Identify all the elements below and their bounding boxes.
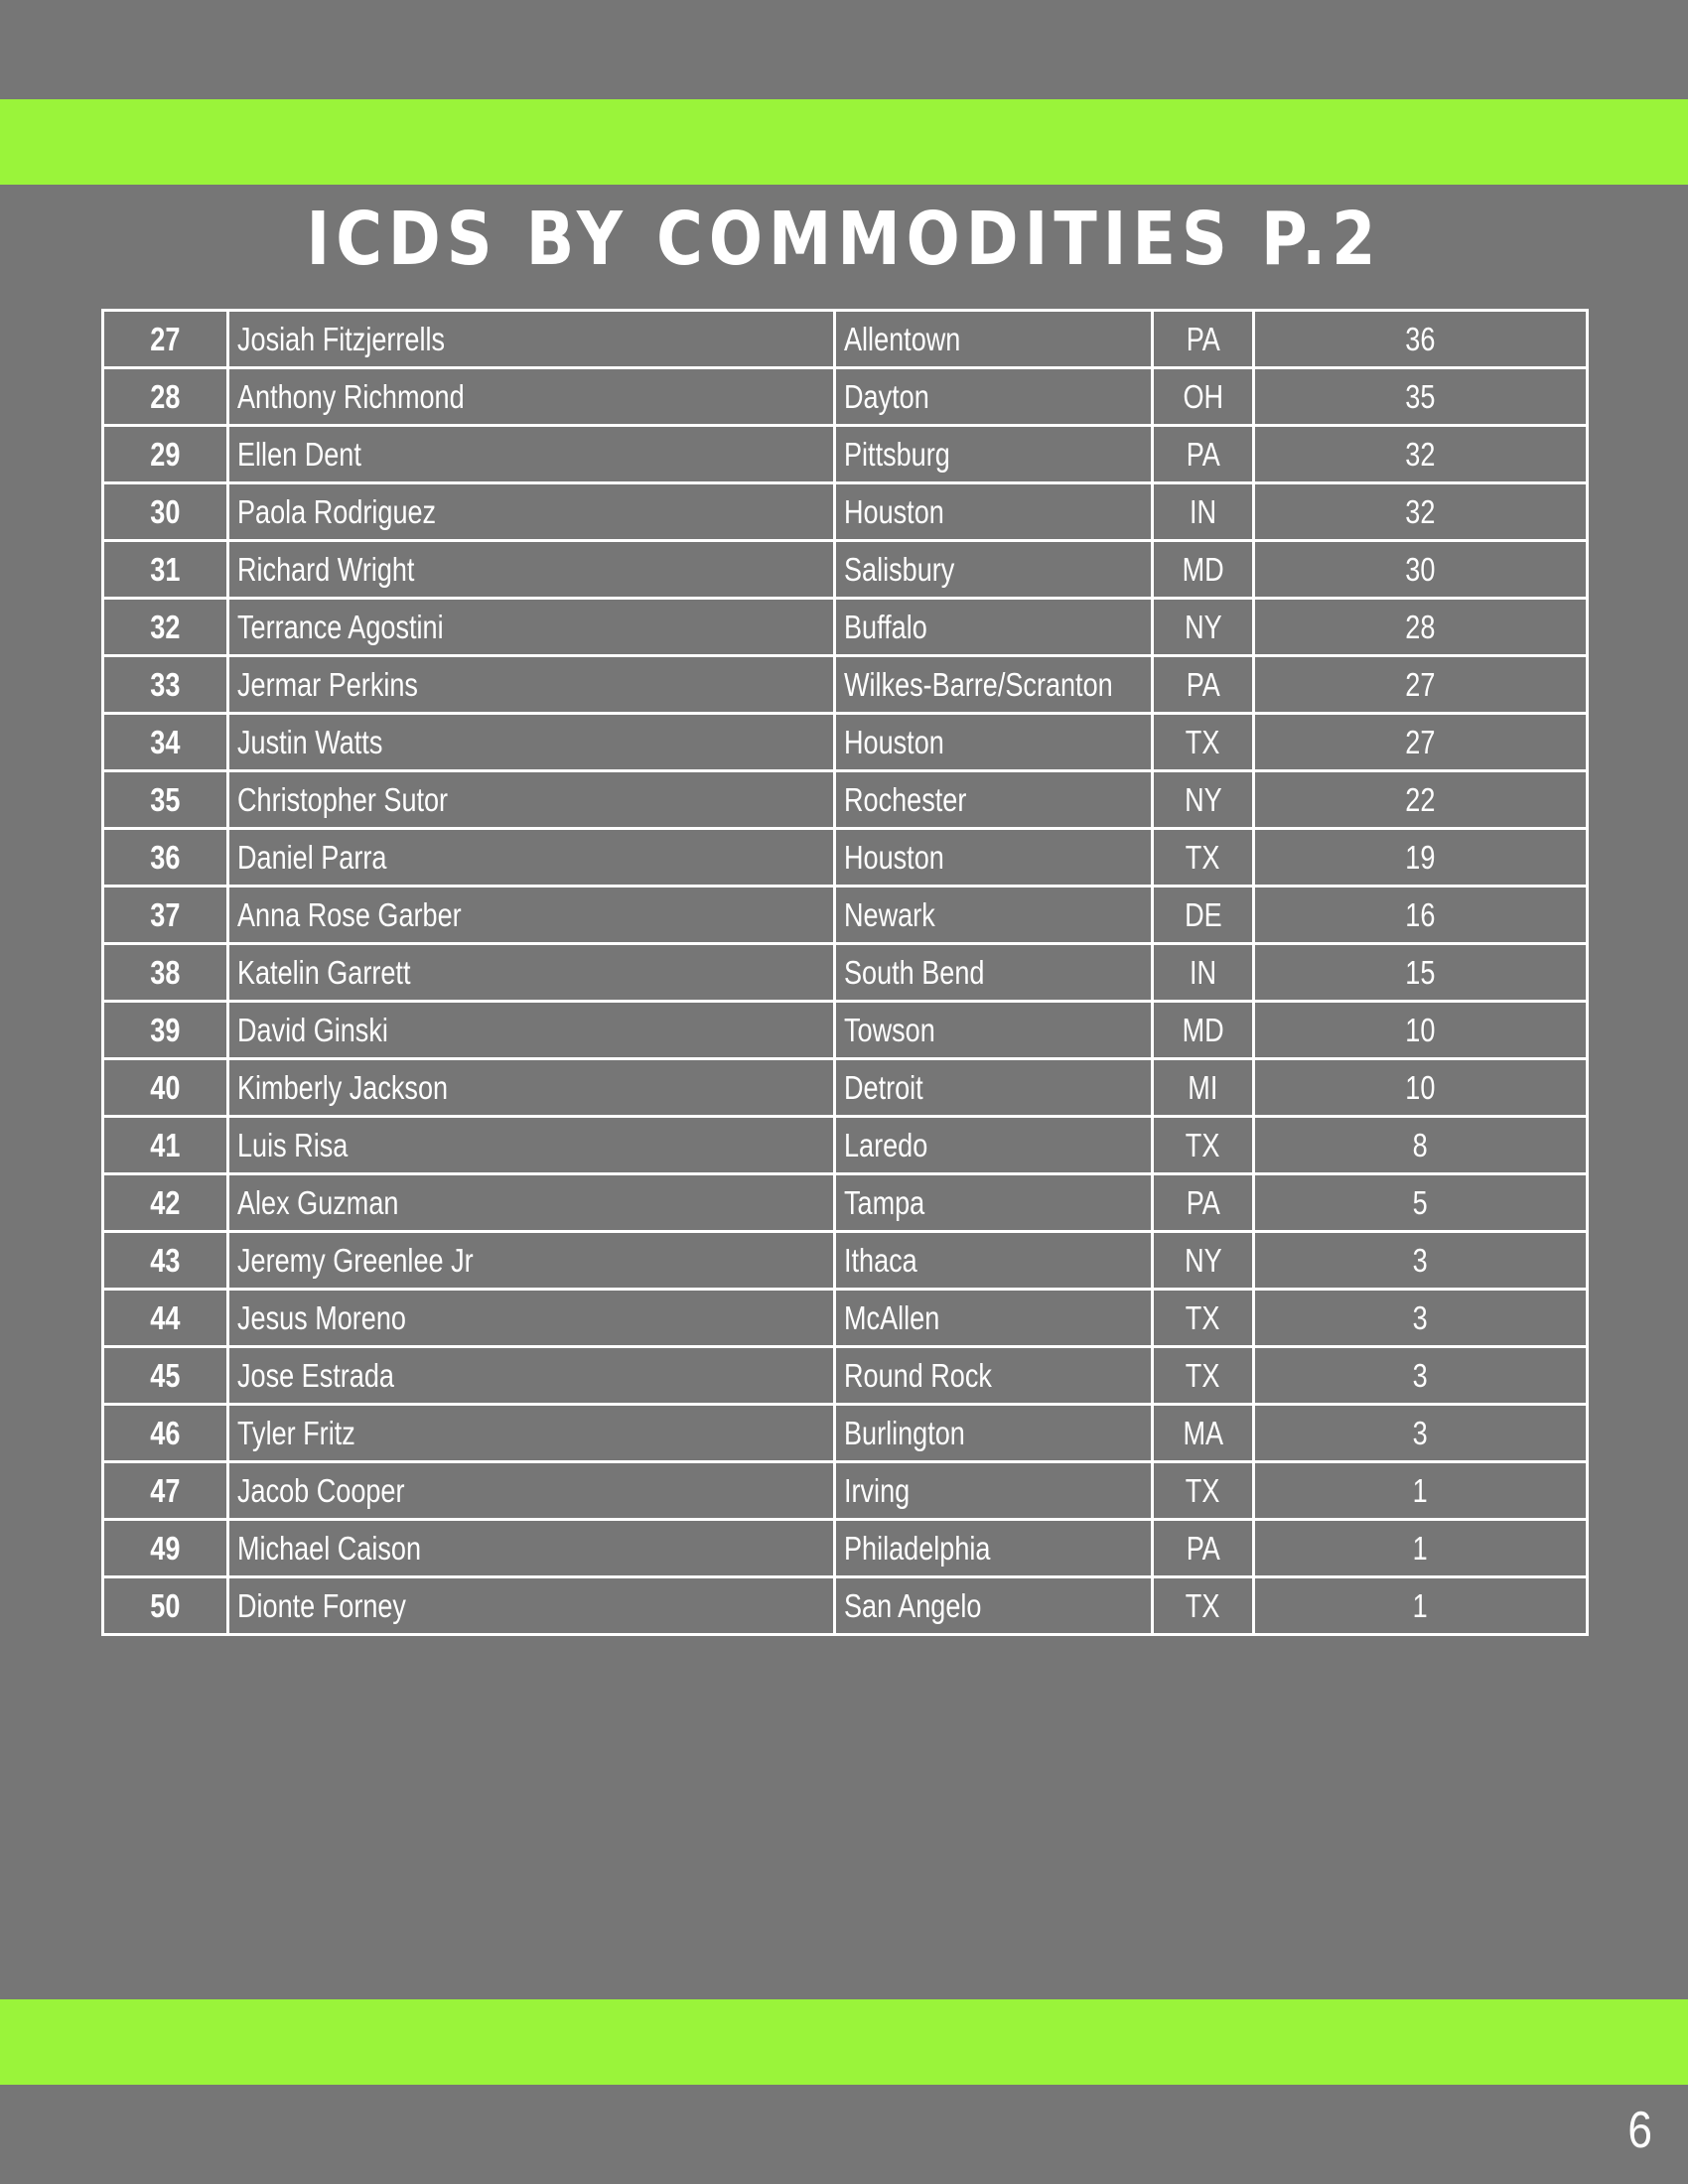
- rank-cell: [103, 1577, 228, 1635]
- rank-cell: [103, 714, 228, 771]
- city-cell: [835, 887, 1153, 944]
- city-cell: [835, 714, 1153, 771]
- name-cell-text: Jesus Moreno: [237, 1299, 406, 1336]
- rank-cell-text: 29: [150, 436, 181, 473]
- state-cell-text: TX: [1186, 724, 1220, 760]
- count-cell: [1254, 1347, 1588, 1405]
- count-cell: [1254, 714, 1588, 771]
- rank-cell: [103, 1520, 228, 1577]
- city-cell: [835, 944, 1153, 1002]
- name-cell-text: Luis Risa: [237, 1127, 349, 1163]
- count-cell-text: 1: [1412, 1587, 1429, 1624]
- name-cell-text: Jose Estrada: [237, 1357, 394, 1394]
- state-cell-text: NY: [1184, 1242, 1222, 1279]
- count-cell: [1254, 426, 1588, 483]
- name-cell: [228, 1405, 835, 1462]
- rank-cell: [103, 311, 228, 368]
- rank-cell-text: 39: [150, 1012, 181, 1048]
- rank-cell: [103, 1174, 228, 1232]
- rank-cell: [103, 771, 228, 829]
- city-cell-text: Pittsburg: [844, 436, 950, 473]
- name-cell-text: Justin Watts: [237, 724, 383, 760]
- table-row: [103, 1232, 1588, 1290]
- state-cell-text: TX: [1186, 1127, 1220, 1163]
- name-cell: [228, 771, 835, 829]
- name-cell: [228, 1232, 835, 1290]
- table-row: [103, 1405, 1588, 1462]
- name-cell: [228, 829, 835, 887]
- state-cell: [1153, 541, 1254, 599]
- name-cell: [228, 426, 835, 483]
- table-row: [103, 1174, 1588, 1232]
- state-cell-text: PA: [1186, 666, 1220, 703]
- rank-cell: [103, 944, 228, 1002]
- count-cell-text: 22: [1405, 781, 1436, 818]
- city-cell-text: Dayton: [844, 378, 929, 415]
- count-cell: [1254, 944, 1588, 1002]
- name-cell: [228, 599, 835, 656]
- count-cell-text: 3: [1412, 1357, 1429, 1394]
- state-cell: [1153, 1462, 1254, 1520]
- table-row: [103, 714, 1588, 771]
- state-cell: [1153, 887, 1254, 944]
- rank-cell: [103, 483, 228, 541]
- count-cell-text: 16: [1405, 896, 1436, 933]
- city-cell-text: Laredo: [844, 1127, 928, 1163]
- name-cell: [228, 1520, 835, 1577]
- city-cell: [835, 771, 1153, 829]
- rankings-table-body: [103, 311, 1588, 1635]
- rank-cell-text: 31: [150, 551, 181, 588]
- rank-cell-text: 44: [150, 1299, 181, 1336]
- rank-cell: [103, 656, 228, 714]
- state-cell: [1153, 1347, 1254, 1405]
- table-row: [103, 368, 1588, 426]
- name-cell-text: Jeremy Greenlee Jr: [237, 1242, 474, 1279]
- top-accent-band: [0, 99, 1688, 185]
- table-row: [103, 1462, 1588, 1520]
- city-cell: [835, 829, 1153, 887]
- name-cell-text: David Ginski: [237, 1012, 388, 1048]
- name-cell-text: Jacob Cooper: [237, 1472, 405, 1509]
- name-cell-text: Richard Wright: [237, 551, 415, 588]
- table-row: [103, 1577, 1588, 1635]
- rank-cell: [103, 1405, 228, 1462]
- count-cell: [1254, 771, 1588, 829]
- table-row: [103, 944, 1588, 1002]
- state-cell-text: OH: [1183, 378, 1223, 415]
- count-cell-text: 36: [1405, 321, 1436, 357]
- state-cell: [1153, 1405, 1254, 1462]
- name-cell: [228, 1002, 835, 1059]
- state-cell-text: MI: [1188, 1069, 1218, 1106]
- rank-cell-text: 37: [150, 896, 181, 933]
- count-cell: [1254, 599, 1588, 656]
- city-cell-text: Detroit: [844, 1069, 923, 1106]
- rank-cell-text: 38: [150, 954, 181, 991]
- rank-cell-text: 32: [150, 609, 181, 645]
- rank-cell: [103, 1290, 228, 1347]
- city-cell: [835, 1174, 1153, 1232]
- rank-cell-text: 34: [150, 724, 181, 760]
- rank-cell: [103, 1059, 228, 1117]
- rank-cell: [103, 1462, 228, 1520]
- city-cell-text: Towson: [844, 1012, 935, 1048]
- count-cell: [1254, 1002, 1588, 1059]
- rank-cell: [103, 426, 228, 483]
- rank-cell: [103, 1002, 228, 1059]
- rank-cell: [103, 829, 228, 887]
- state-cell-text: TX: [1186, 1357, 1220, 1394]
- state-cell-text: TX: [1186, 1299, 1220, 1336]
- name-cell-text: Jermar Perkins: [237, 666, 418, 703]
- page-title: ICDS BY COMMODITIES P.2: [306, 197, 1382, 282]
- city-cell-text: Ithaca: [844, 1242, 917, 1279]
- table-row: [103, 1347, 1588, 1405]
- count-cell-text: 1: [1412, 1472, 1429, 1509]
- name-cell-text: Anna Rose Garber: [237, 896, 462, 933]
- count-cell-text: 28: [1405, 609, 1436, 645]
- count-cell-text: 3: [1412, 1242, 1429, 1279]
- name-cell: [228, 1174, 835, 1232]
- rank-cell: [103, 1117, 228, 1174]
- name-cell: [228, 541, 835, 599]
- rank-cell-text: 46: [150, 1415, 181, 1451]
- city-cell: [835, 368, 1153, 426]
- city-cell: [835, 483, 1153, 541]
- table-row: [103, 1520, 1588, 1577]
- city-cell: [835, 311, 1153, 368]
- name-cell-text: Alex Guzman: [237, 1184, 399, 1221]
- state-cell-text: TX: [1186, 1587, 1220, 1624]
- count-cell: [1254, 483, 1588, 541]
- state-cell-text: IN: [1189, 493, 1217, 530]
- table-row: [103, 1290, 1588, 1347]
- table-row: [103, 1117, 1588, 1174]
- page-number: 6: [1627, 2102, 1652, 2159]
- name-cell: [228, 656, 835, 714]
- name-cell: [228, 1347, 835, 1405]
- count-cell: [1254, 541, 1588, 599]
- rankings-table: [101, 309, 1589, 1636]
- state-cell-text: IN: [1189, 954, 1217, 991]
- state-cell: [1153, 1290, 1254, 1347]
- name-cell-text: Terrance Agostini: [237, 609, 444, 645]
- count-cell: [1254, 1059, 1588, 1117]
- name-cell-text: Michael Caison: [237, 1530, 421, 1567]
- city-cell: [835, 1059, 1153, 1117]
- city-cell: [835, 1405, 1153, 1462]
- count-cell: [1254, 1117, 1588, 1174]
- state-cell-text: PA: [1186, 1530, 1220, 1567]
- city-cell: [835, 1462, 1153, 1520]
- city-cell: [835, 1520, 1153, 1577]
- count-cell-text: 1: [1412, 1530, 1429, 1567]
- state-cell: [1153, 1520, 1254, 1577]
- count-cell-text: 10: [1405, 1012, 1436, 1048]
- name-cell: [228, 1059, 835, 1117]
- city-cell-text: Philadelphia: [844, 1530, 991, 1567]
- city-cell: [835, 1577, 1153, 1635]
- name-cell: [228, 1117, 835, 1174]
- city-cell-text: Tampa: [844, 1184, 925, 1221]
- count-cell-text: 3: [1412, 1299, 1429, 1336]
- table-row: [103, 1002, 1588, 1059]
- name-cell-text: Daniel Parra: [237, 839, 387, 876]
- rank-cell-text: 35: [150, 781, 181, 818]
- bottom-accent-band: [0, 1999, 1688, 2085]
- state-cell: [1153, 1117, 1254, 1174]
- name-cell-text: Kimberly Jackson: [237, 1069, 449, 1106]
- rank-cell-text: 41: [150, 1127, 181, 1163]
- city-cell: [835, 1117, 1153, 1174]
- city-cell-text: Rochester: [844, 781, 967, 818]
- count-cell: [1254, 1290, 1588, 1347]
- city-cell-text: Newark: [844, 896, 935, 933]
- table-row: [103, 887, 1588, 944]
- name-cell: [228, 483, 835, 541]
- rank-cell-text: 33: [150, 666, 181, 703]
- state-cell: [1153, 1174, 1254, 1232]
- city-cell-text: Wilkes-Barre/Scranton: [844, 666, 1113, 703]
- count-cell-text: 27: [1405, 666, 1436, 703]
- rank-cell-text: 40: [150, 1069, 181, 1106]
- rank-cell: [103, 1347, 228, 1405]
- city-cell-text: South Bend: [844, 954, 985, 991]
- state-cell: [1153, 714, 1254, 771]
- rank-cell-text: 42: [150, 1184, 181, 1221]
- city-cell: [835, 1002, 1153, 1059]
- rank-cell-text: 43: [150, 1242, 181, 1279]
- count-cell-text: 5: [1412, 1184, 1429, 1221]
- count-cell: [1254, 1462, 1588, 1520]
- rank-cell-text: 36: [150, 839, 181, 876]
- count-cell-text: 8: [1412, 1127, 1429, 1163]
- name-cell: [228, 1290, 835, 1347]
- table-row: [103, 483, 1588, 541]
- name-cell-text: Ellen Dent: [237, 436, 361, 473]
- name-cell: [228, 944, 835, 1002]
- city-cell: [835, 1290, 1153, 1347]
- count-cell-text: 32: [1405, 436, 1436, 473]
- state-cell-text: MD: [1182, 1012, 1224, 1048]
- state-cell: [1153, 771, 1254, 829]
- count-cell: [1254, 829, 1588, 887]
- city-cell-text: Burlington: [844, 1415, 965, 1451]
- state-cell-text: MA: [1183, 1415, 1223, 1451]
- table-row: [103, 541, 1588, 599]
- state-cell: [1153, 1002, 1254, 1059]
- count-cell-text: 15: [1405, 954, 1436, 991]
- rank-cell: [103, 887, 228, 944]
- city-cell-text: Houston: [844, 493, 944, 530]
- rank-cell-text: 49: [150, 1530, 181, 1567]
- count-cell-text: 19: [1405, 839, 1436, 876]
- state-cell: [1153, 1577, 1254, 1635]
- state-cell: [1153, 1232, 1254, 1290]
- count-cell: [1254, 1232, 1588, 1290]
- state-cell-text: PA: [1186, 1184, 1220, 1221]
- table-row: [103, 311, 1588, 368]
- name-cell-text: Katelin Garrett: [237, 954, 411, 991]
- state-cell: [1153, 426, 1254, 483]
- state-cell: [1153, 483, 1254, 541]
- rank-cell: [103, 599, 228, 656]
- state-cell: [1153, 829, 1254, 887]
- city-cell: [835, 599, 1153, 656]
- state-cell: [1153, 311, 1254, 368]
- rank-cell-text: 47: [150, 1472, 181, 1509]
- state-cell: [1153, 368, 1254, 426]
- name-cell: [228, 714, 835, 771]
- name-cell-text: Josiah Fitzjerrells: [237, 321, 446, 357]
- city-cell-text: Allentown: [844, 321, 961, 357]
- count-cell: [1254, 1405, 1588, 1462]
- name-cell: [228, 887, 835, 944]
- table-row: [103, 426, 1588, 483]
- city-cell-text: Irving: [844, 1472, 911, 1509]
- state-cell-text: DE: [1184, 896, 1222, 933]
- table-row: [103, 829, 1588, 887]
- rank-cell-text: 30: [150, 493, 181, 530]
- table-row: [103, 656, 1588, 714]
- count-cell-text: 10: [1405, 1069, 1436, 1106]
- state-cell-text: TX: [1186, 839, 1220, 876]
- city-cell: [835, 1232, 1153, 1290]
- city-cell-text: Houston: [844, 724, 944, 760]
- state-cell: [1153, 944, 1254, 1002]
- state-cell-text: TX: [1186, 1472, 1220, 1509]
- city-cell: [835, 656, 1153, 714]
- state-cell-text: PA: [1186, 436, 1220, 473]
- count-cell: [1254, 1174, 1588, 1232]
- table-row: [103, 599, 1588, 656]
- state-cell: [1153, 656, 1254, 714]
- name-cell: [228, 1577, 835, 1635]
- name-cell: [228, 368, 835, 426]
- city-cell-text: San Angelo: [844, 1587, 982, 1624]
- state-cell: [1153, 1059, 1254, 1117]
- city-cell-text: McAllen: [844, 1299, 940, 1336]
- rank-cell-text: 28: [150, 378, 181, 415]
- count-cell-text: 30: [1405, 551, 1436, 588]
- count-cell: [1254, 656, 1588, 714]
- state-cell-text: MD: [1182, 551, 1224, 588]
- name-cell-text: Christopher Sutor: [237, 781, 449, 818]
- city-cell-text: Salisbury: [844, 551, 955, 588]
- city-cell: [835, 541, 1153, 599]
- rank-cell: [103, 541, 228, 599]
- table-row: [103, 771, 1588, 829]
- city-cell-text: Buffalo: [844, 609, 927, 645]
- city-cell-text: Round Rock: [844, 1357, 992, 1394]
- count-cell: [1254, 1577, 1588, 1635]
- count-cell: [1254, 368, 1588, 426]
- name-cell: [228, 311, 835, 368]
- city-cell: [835, 426, 1153, 483]
- rank-cell-text: 27: [150, 321, 181, 357]
- count-cell: [1254, 887, 1588, 944]
- name-cell-text: Dionte Forney: [237, 1587, 406, 1624]
- city-cell-text: Houston: [844, 839, 944, 876]
- name-cell-text: Anthony Richmond: [237, 378, 465, 415]
- rank-cell: [103, 368, 228, 426]
- rank-cell-text: 45: [150, 1357, 181, 1394]
- name-cell-text: Paola Rodriguez: [237, 493, 437, 530]
- name-cell: [228, 1462, 835, 1520]
- state-cell: [1153, 599, 1254, 656]
- name-cell-text: Tyler Fritz: [237, 1415, 355, 1451]
- count-cell-text: 32: [1405, 493, 1436, 530]
- state-cell-text: NY: [1184, 609, 1222, 645]
- state-cell-text: PA: [1186, 321, 1220, 357]
- rank-cell-text: 50: [150, 1587, 181, 1624]
- count-cell: [1254, 311, 1588, 368]
- city-cell: [835, 1347, 1153, 1405]
- rank-cell: [103, 1232, 228, 1290]
- count-cell: [1254, 1520, 1588, 1577]
- count-cell-text: 3: [1412, 1415, 1429, 1451]
- table-row: [103, 1059, 1588, 1117]
- count-cell-text: 27: [1405, 724, 1436, 760]
- count-cell-text: 35: [1405, 378, 1436, 415]
- state-cell-text: NY: [1184, 781, 1222, 818]
